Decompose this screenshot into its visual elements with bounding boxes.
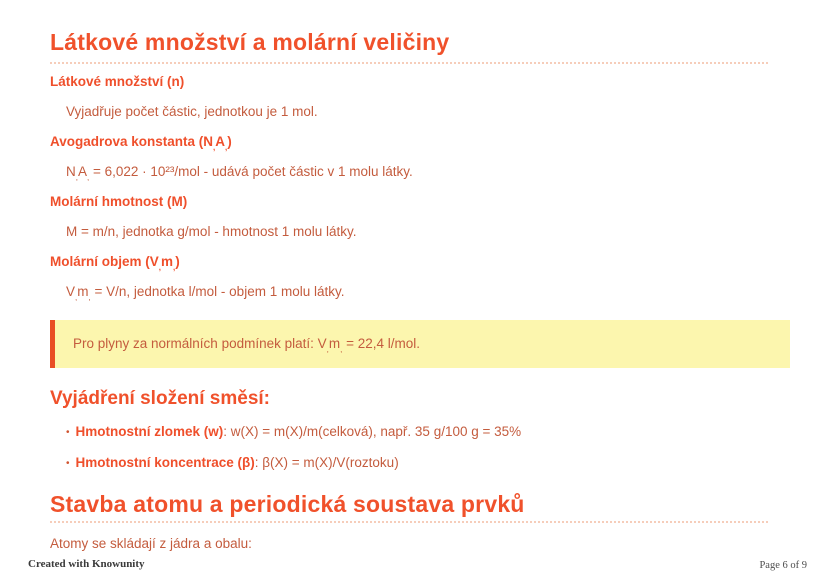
subscript-mark: ,: [75, 173, 78, 182]
dotted-divider: [50, 62, 768, 64]
paragraph-avogadro-constant: [66, 164, 790, 180]
section-heading-amount-of-substance: Látkové množství (n): [50, 74, 185, 89]
subscript-mark: ,: [340, 345, 343, 354]
formula-text-segment: N: [66, 164, 76, 179]
bullet-icon: •: [66, 458, 70, 469]
heading-text-segment: A: [215, 134, 226, 149]
highlight-note-box: [50, 320, 790, 368]
page-title-atom-structure: Stavba atomu a periodická soustava prvků: [50, 491, 525, 517]
callout-text-segment: m: [328, 336, 341, 351]
paragraph-atom-structure-intro: Atomy se skládají z jádra a obalu:: [50, 536, 252, 551]
heading-text-segment: ): [175, 254, 180, 269]
section-heading-avogadro-constant: [50, 134, 790, 150]
section-heading-molar-mass: Molární hmotnost (M): [50, 194, 188, 209]
formula-text-segment: V: [66, 284, 76, 299]
subscript-mark: ,: [225, 143, 228, 152]
section-heading-molar-volume: [50, 254, 790, 270]
dotted-divider: [50, 521, 768, 523]
heading-text-segment: m: [161, 254, 174, 269]
bullet-text-mass-fraction: : w(X) = m(X)/m(celková), např. 35 g/100 g = 35%: [223, 424, 522, 439]
heading-text-segment: Avogadrova konstanta (N: [50, 134, 214, 149]
formula-text-segment: A: [77, 164, 87, 179]
section-title-mixture-composition: Vyjádření složení směsí:: [50, 388, 270, 409]
formula-text-segment: = 6,022 · 10²³/mol - udává počet částic v 1 molu látky.: [89, 164, 413, 179]
callout-text-segment: Pro plyny za normálních podmínek platí: V: [73, 336, 327, 351]
bullet-label-mass-concentration: Hmotnostní koncentrace (β): [75, 455, 255, 470]
bullet-text-mass-concentration: : β(X) = m(X)/V(roztoku): [254, 455, 399, 470]
page-title-molar-quantities: Látkové množství a molární veličiny: [50, 29, 450, 55]
formula-text-segment: m: [77, 284, 89, 299]
formula-text-segment: = V/n, jednotka l/mol - objem 1 molu látky.: [90, 284, 345, 299]
callout-text-segment: = 22,4 l/mol.: [342, 336, 421, 351]
bullet-item-mass-concentration: [66, 455, 790, 472]
heading-text-segment: ): [227, 134, 232, 149]
subscript-mark: ,: [88, 293, 91, 302]
subscript-mark: ,: [326, 345, 329, 354]
paragraph-molar-volume: [66, 284, 790, 300]
paragraph-amount-of-substance: Vyjadřuje počet částic, jednotkou je 1 mol.: [66, 104, 318, 119]
subscript-mark: ,: [173, 263, 176, 272]
subscript-mark: ,: [213, 143, 216, 152]
subscript-mark: ,: [87, 173, 90, 182]
bullet-icon: •: [66, 427, 70, 438]
bullet-label-mass-fraction: Hmotnostní zlomek (w): [75, 424, 224, 439]
subscript-mark: ,: [158, 263, 161, 272]
subscript-mark: ,: [75, 293, 78, 302]
footer-page-number: Page 6 of 9: [759, 560, 807, 571]
heading-text-segment: Molární objem (V: [50, 254, 159, 269]
bullet-item-mass-fraction: [66, 424, 790, 441]
paragraph-molar-mass: M = m/n, jednotka g/mol - hmotnost 1 molu látky.: [66, 224, 357, 239]
footer-created-with: Created with Knowunity: [28, 558, 145, 570]
